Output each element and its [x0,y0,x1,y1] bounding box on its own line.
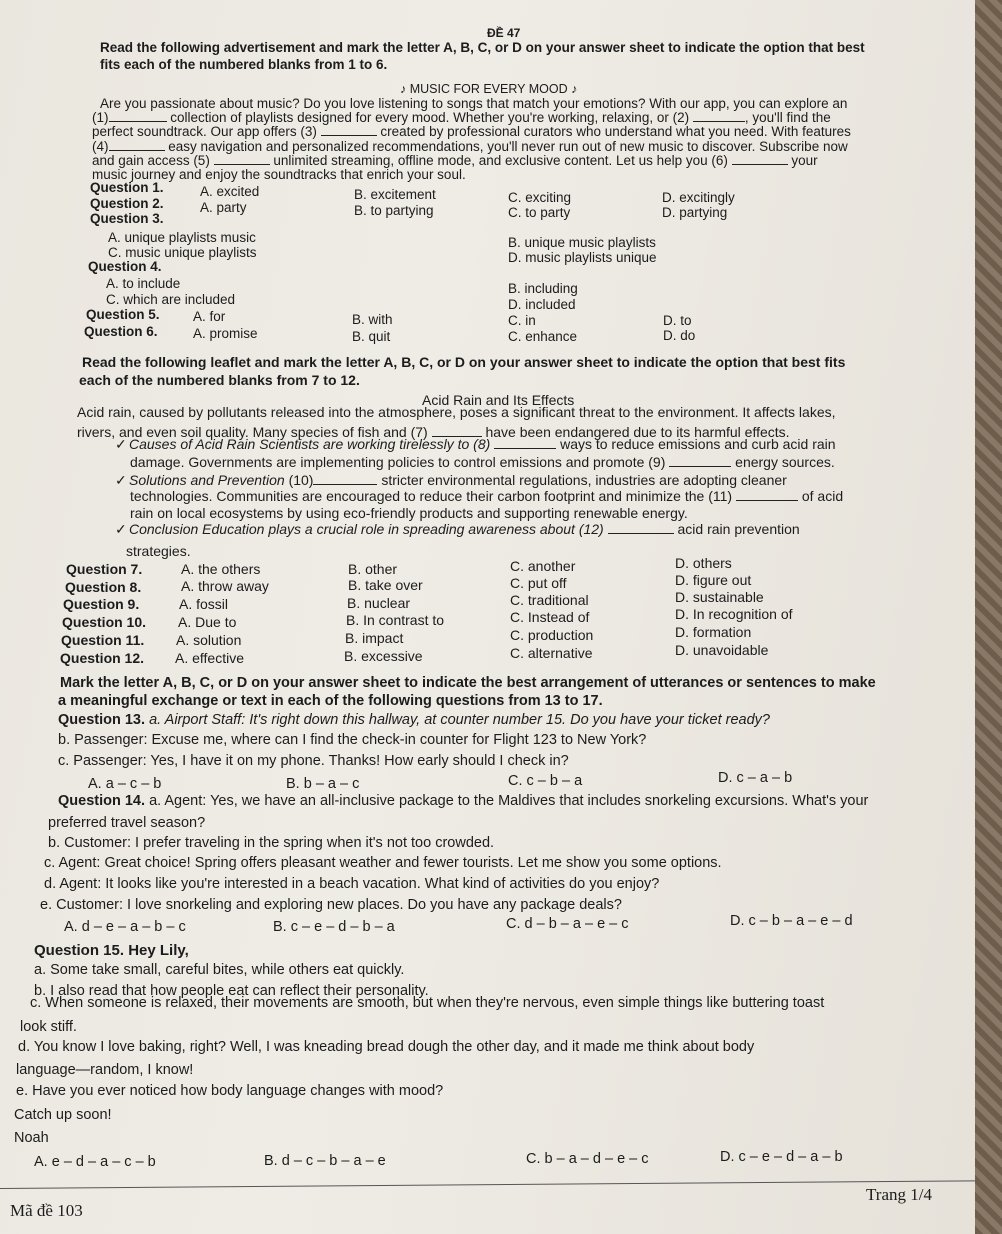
leaflet-bullet-causes-2: damage. Governments are implementing policies to control emissions and promote (9) energy sources. [130,454,835,470]
q8-option-a[interactable]: A. throw away [181,578,269,594]
question-14-line-a2: preferred travel season? [48,815,206,831]
section1-instruction: Read the following advertisement and mark the letter A, B, C, or D on your answer sheet to indicate the option that best [100,40,865,55]
checkmark-icon: ✓ [115,436,127,452]
q6-option-a[interactable]: A. promise [193,326,258,341]
question-2-label: Question 2. [90,196,164,211]
leaflet-line-2: rivers, and even soil quality. Many species of fish and (7) have been endangered due to its harmful effects. [77,424,790,440]
q14-option-a[interactable]: A. d – e – a – b – c [64,919,186,935]
q1-option-d[interactable]: D. excitingly [662,190,735,205]
question-15-line-d: d. You know I love baking, right? Well, I was kneading bread dough the other day, and it made me think about body [18,1039,755,1055]
q6-option-b[interactable]: B. quit [352,329,391,344]
q3-option-b[interactable]: B. unique music playlists [508,235,656,250]
q2-option-c[interactable]: C. to party [508,205,571,220]
q10-option-b[interactable]: B. In contrast to [346,612,445,628]
question-15-line-a: a. Some take small, careful bites, while others eat quickly. [34,962,405,978]
section2-instruction-2: each of the numbered blanks from 7 to 12. [79,372,360,388]
q6-option-d[interactable]: D. do [663,328,696,343]
q5-option-a[interactable]: A. for [193,309,226,324]
q3-option-c[interactable]: C. music unique playlists [108,245,257,260]
q3-option-a[interactable]: A. unique playlists music [108,230,256,245]
ad-text-line-6: music journey and enjoy the soundtracks that enrich your soul. [92,167,466,182]
question-11-label: Question 11. [61,632,145,648]
q7-option-a[interactable]: A. the others [181,561,261,577]
question-13-line-c: c. Passenger: Yes, I have it on my phone. Thanks! How early should I check in? [58,753,569,769]
q14-option-b[interactable]: B. c – e – d – b – a [273,919,395,935]
exam-version-code: Mã đề 103 [10,1201,83,1220]
q9-option-d[interactable]: D. sustainable [675,589,764,605]
q7-option-c[interactable]: C. another [510,558,576,574]
q8-option-d[interactable]: D. figure out [675,572,752,588]
q11-option-a[interactable]: A. solution [176,632,242,648]
q13-option-d[interactable]: D. c – a – b [718,770,793,786]
section3-instruction: Mark the letter A, B, C, or D on your answer sheet to indicate the best arrangement of utterances or sentences to make [60,675,876,691]
question-15-line-d2: language—random, I know! [16,1062,194,1078]
question-14-line-d: d. Agent: It looks like you're interested in a beach vacation. What kind of activities do you enjoy? [44,876,660,892]
question-13-line-b: b. Passenger: Excuse me, where can I find the check-in counter for Flight 123 to New York? [58,732,647,748]
question-12-label: Question 12. [60,650,145,666]
question-15-line-b: b. I also read that how people eat can reflect their personality. [34,983,429,999]
question-9-label: Question 9. [63,596,140,612]
question-5-label: Question 5. [86,307,160,322]
q1-option-b[interactable]: B. excitement [354,187,436,202]
q2-option-a[interactable]: A. party [200,200,247,215]
q12-option-c[interactable]: C. alternative [510,645,593,661]
background-fabric [975,0,1002,1234]
leaflet-title: Acid Rain and Its Effects [422,392,575,408]
q10-option-a[interactable]: A. Due to [178,614,237,630]
q13-option-a[interactable]: A. a – c – b [88,776,162,792]
q1-option-a[interactable]: A. excited [200,184,260,199]
q14-option-d[interactable]: D. c – b – a – e – d [730,913,853,929]
ad-text-line-3: perfect soundtrack. Our app offers (3) created by professional curators who understand what you need. With features [92,124,851,139]
leaflet-bullet-solutions: ✓ Solutions and Prevention (10) stricter environmental regulations, industries are adopting cleaner [115,472,787,488]
ad-text-line-1: Are you passionate about music? Do you love listening to songs that match your emotions? With our app, you can explore an [100,96,848,111]
q11-option-c[interactable]: C. production [510,627,594,643]
q10-option-d[interactable]: D. In recognition of [675,606,793,622]
q5-option-d[interactable]: D. to [663,313,692,328]
question-13-line-a: Question 13. a. Airport Staff: It's right down this hallway, at counter number 15. Do you have your ticket ready? [58,712,770,728]
q12-option-b[interactable]: B. excessive [344,648,423,664]
q9-option-c[interactable]: C. traditional [510,592,589,608]
q2-option-b[interactable]: B. to partying [354,203,434,218]
q7-option-b[interactable]: B. other [348,561,398,577]
question-14-line-c: c. Agent: Great choice! Spring offers pleasant weather and fewer tourists. Let me show you some options. [44,855,722,871]
question-4-label: Question 4. [88,259,162,274]
q15-option-d[interactable]: D. c – e – d – a – b [720,1149,843,1165]
question-7-label: Question 7. [66,561,143,577]
q15-option-c[interactable]: C. b – a – d – e – c [526,1151,649,1167]
leaflet-bullet-conclusion-2: strategies. [126,543,191,559]
leaflet-bullet-conclusion: ✓ Conclusion Education plays a crucial role in spreading awareness about (12) acid rain prevention [115,521,800,537]
exam-code-header: ĐỀ 47 [487,26,521,40]
question-10-label: Question 10. [62,614,147,630]
q5-option-b[interactable]: B. with [352,312,393,327]
ad-title: ♪ MUSIC FOR EVERY MOOD ♪ [400,82,578,96]
q4-option-d[interactable]: D. included [508,297,576,312]
q10-option-c[interactable]: C. Instead of [510,609,590,625]
question-15-line-c2: look stiff. [20,1019,77,1035]
q4-option-c[interactable]: C. which are included [106,292,236,307]
question-15-line-e: e. Have you ever noticed how body language changes with mood? [16,1083,444,1099]
checkmark-icon: ✓ [115,472,127,488]
footer-divider [0,1180,975,1189]
q6-option-c[interactable]: C. enhance [508,329,578,344]
q15-option-b[interactable]: B. d – c – b – a – e [264,1153,386,1169]
q4-option-b[interactable]: B. including [508,281,578,296]
ad-text-line-2: (1) collection of playlists designed for every mood. Whether you're working, relaxing, or (2) , you'll find the [92,110,831,125]
leaflet-bullet-causes: ✓ Causes of Acid Rain Scientists are working tirelessly to (8) ways to reduce emissions and curb acid rain [115,436,836,452]
q12-option-a[interactable]: A. effective [175,650,245,666]
question-14-line-b: b. Customer: I prefer traveling in the spring when it's not too crowded. [48,835,495,851]
section3-instruction-2: a meaningful exchange or text in each of the following questions from 13 to 17. [58,693,603,709]
q5-option-c[interactable]: C. in [508,313,536,328]
q8-option-c[interactable]: C. put off [510,575,567,591]
question-3-label: Question 3. [90,211,164,226]
leaflet-line-1: Acid rain, caused by pollutants released into the atmosphere, poses a significant threat to the environment. It affects lakes, [77,404,836,420]
q13-option-c[interactable]: C. c – b – a [508,773,583,789]
leaflet-bullet-solutions-2: technologies. Communities are encouraged to reduce their carbon footprint and minimize the (11) of acid [130,488,844,504]
leaflet-bullet-solutions-3: rain on local ecosystems by using eco-friendly products and supporting renewable energy. [130,505,688,521]
q9-option-b[interactable]: B. nuclear [347,595,411,611]
question-8-label: Question 8. [65,579,142,595]
ad-text-line-5: and gain access (5) unlimited streaming, offline mode, and exclusive content. Let us help you (6) your [92,153,818,168]
checkmark-icon: ✓ [115,521,127,537]
q8-option-b[interactable]: B. take over [348,577,423,593]
q15-option-a[interactable]: A. e – d – a – c – b [34,1154,156,1170]
section1-instruction-2: fits each of the numbered blanks from 1 to 6. [100,57,388,72]
letter-closing: Catch up soon! [14,1107,112,1123]
section2-instruction: Read the following leaflet and mark the letter A, B, C, or D on your answer sheet to indicate the option that best fits [82,354,846,370]
q2-option-d[interactable]: D. partying [662,205,728,220]
question-15-label: Question 15. Hey Lily, [34,942,189,959]
q3-option-d[interactable]: D. music playlists unique [508,250,657,265]
q11-option-d[interactable]: D. formation [675,624,752,640]
question-14-line-e: e. Customer: I love snorkeling and exploring new places. Do you have any package deals? [40,897,622,913]
q4-option-a[interactable]: A. to include [106,276,181,291]
question-15-line-c: c. When someone is relaxed, their movements are smooth, but when they're nervous, even simple things like buttering toast [30,995,825,1011]
question-6-label: Question 6. [84,324,158,339]
question-14-line-a: Question 14. a. Agent: Yes, we have an all-inclusive package to the Maldives that includes snorkeling excursions. What's your [58,793,869,809]
page-number: Trang 1/4 [866,1185,932,1204]
q13-option-b[interactable]: B. b – a – c [286,776,360,792]
q7-option-d[interactable]: D. others [675,555,732,571]
question-1-label: Question 1. [90,180,164,195]
q12-option-d[interactable]: D. unavoidable [675,642,769,658]
ad-text-line-4: (4) easy navigation and personalized recommendations, you'll never run out of new music to discover. Subscribe now [92,139,848,154]
q9-option-a[interactable]: A. fossil [179,596,229,612]
q14-option-c[interactable]: C. d – b – a – e – c [506,916,629,932]
q1-option-c[interactable]: C. exciting [508,190,572,205]
q11-option-b[interactable]: B. impact [345,630,404,646]
letter-signature: Noah [14,1130,49,1146]
